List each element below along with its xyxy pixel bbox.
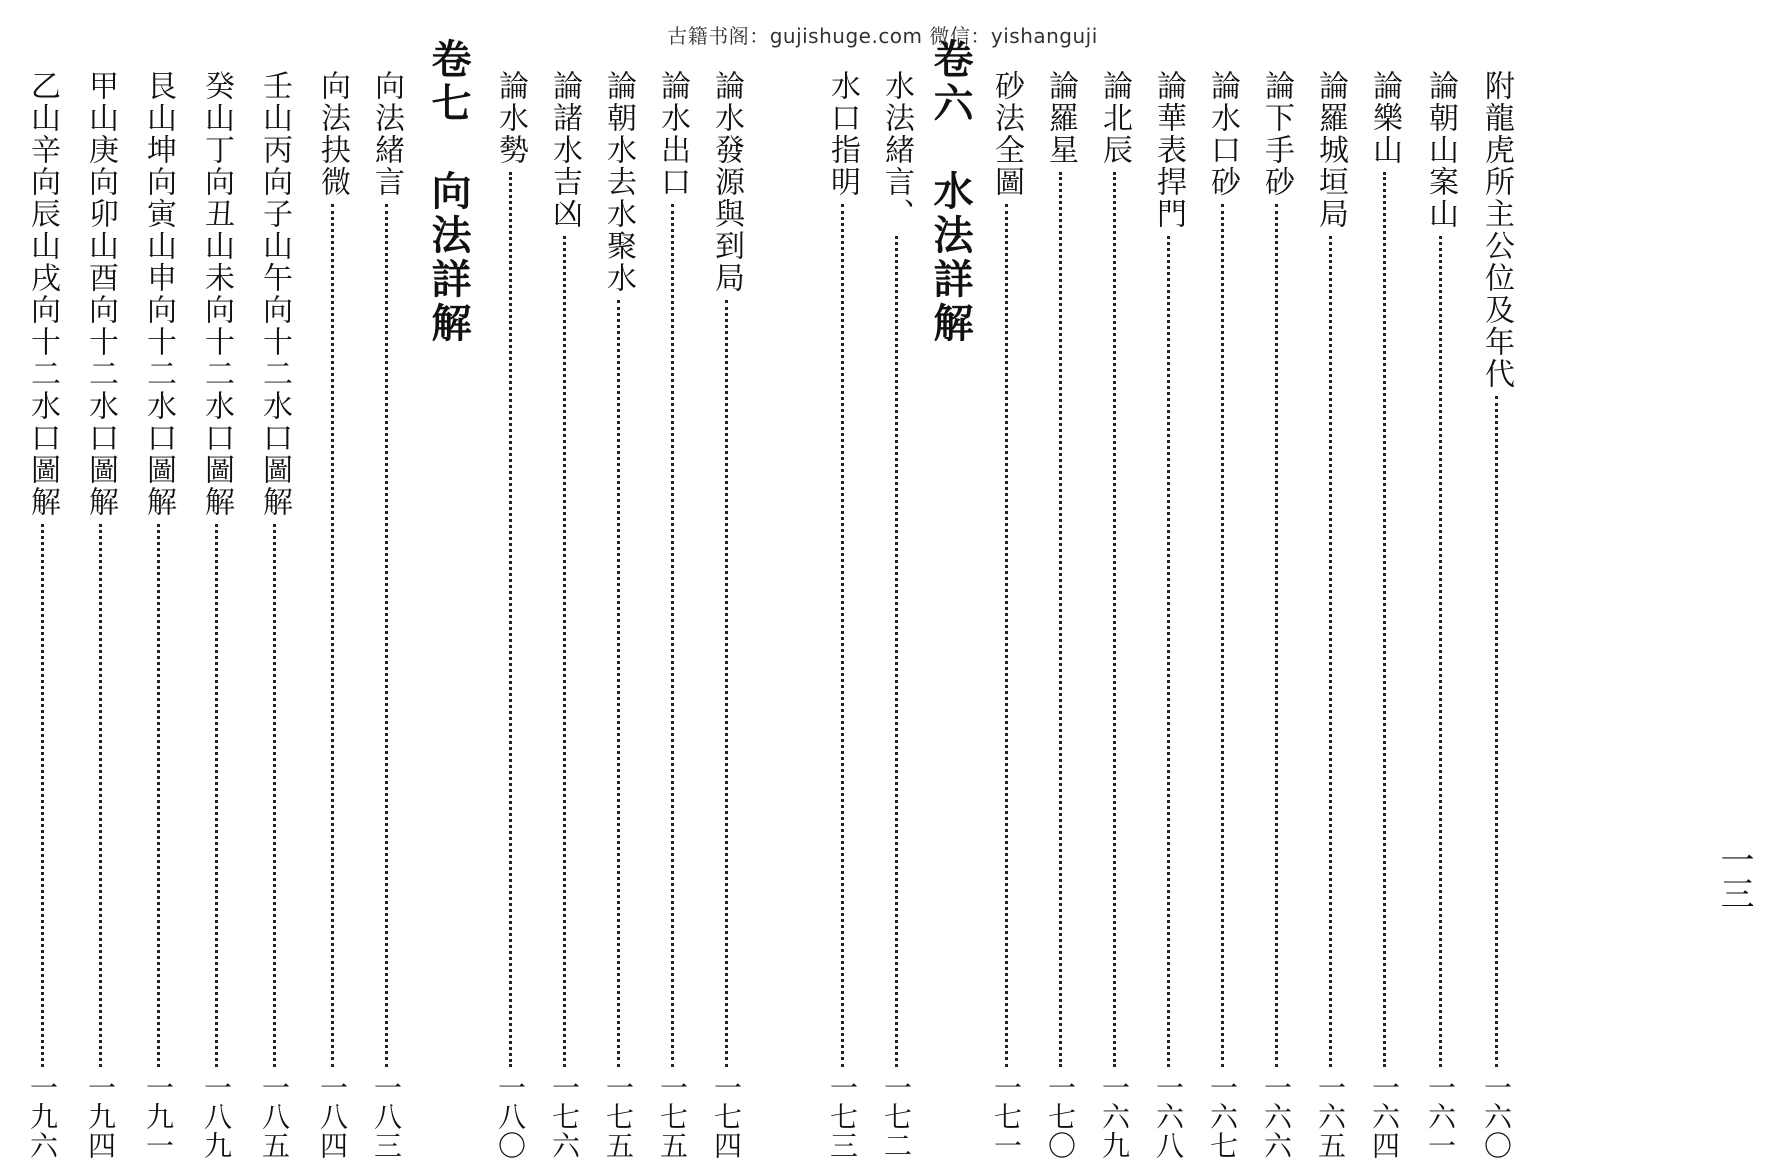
toc-entry-title: 論朝山案山 <box>1423 70 1458 230</box>
dot-leader <box>841 204 844 1067</box>
volume-name: 水法詳解 <box>927 170 974 346</box>
toc-entry-title: 乙山辛向辰山戌向十二水口圖解 <box>25 70 60 518</box>
toc-entry-page: 一七二 <box>880 1073 913 1160</box>
folio-number: 一三 <box>1714 842 1754 910</box>
dot-leader <box>1329 236 1332 1067</box>
toc-entry-title: 甲山庚向卯山酉向十二水口圖解 <box>83 70 118 518</box>
toc-entry <box>138 70 178 1160</box>
watermark: 古籍书阁：gujishuge.com 微信：yishanguji <box>667 24 1098 48</box>
toc-entry <box>876 70 916 1160</box>
toc-entry-title: 論朝水去水聚水 <box>601 70 636 294</box>
dot-leader <box>385 204 388 1067</box>
dot-leader <box>1059 172 1062 1067</box>
toc-entry <box>1476 70 1516 1160</box>
dot-leader <box>99 524 102 1067</box>
toc-entry <box>1148 70 1188 1160</box>
dot-leader <box>725 300 728 1067</box>
toc-entry-title: 附龍虎所主公位及年代 <box>1479 70 1514 390</box>
toc-entry-page: 一七〇 <box>1044 1073 1077 1160</box>
dot-leader <box>41 524 44 1067</box>
toc-entry <box>1202 70 1242 1160</box>
dot-leader <box>671 204 674 1067</box>
toc-entry <box>366 70 406 1160</box>
toc-entry-page: 一六七 <box>1206 1073 1239 1160</box>
toc-entry <box>986 70 1026 1160</box>
toc-entry-page: 一六六 <box>1260 1073 1293 1160</box>
toc-entry <box>1094 70 1134 1160</box>
toc-entry <box>822 70 862 1160</box>
toc-entry-page: 一七四 <box>710 1073 743 1160</box>
dot-leader <box>215 524 218 1067</box>
toc-entry-title: 向法抉微 <box>315 70 350 198</box>
toc-entry <box>1040 70 1080 1160</box>
toc-entry-page: 一八三 <box>370 1073 403 1160</box>
toc-entry-page: 一六九 <box>1098 1073 1131 1160</box>
volume-number: 卷七 <box>425 38 472 126</box>
toc-entry-page: 一九六 <box>26 1073 59 1160</box>
toc-entry-title: 論水出口 <box>655 70 690 198</box>
dot-leader <box>273 524 276 1067</box>
toc-entry <box>1420 70 1460 1160</box>
toc-entry <box>706 70 746 1160</box>
toc-entry-page: 一八五 <box>258 1073 291 1160</box>
dot-leader <box>1275 204 1278 1067</box>
toc-entry-title: 論華表捍門 <box>1151 70 1186 230</box>
dot-leader <box>1113 172 1116 1067</box>
toc-entry-title: 壬山丙向子山午向十二水口圖解 <box>257 70 292 518</box>
toc-entry-page: 一六五 <box>1314 1073 1347 1160</box>
toc-entry <box>490 70 530 1160</box>
toc-entry-title: 艮山坤向寅山申向十二水口圖解 <box>141 70 176 518</box>
dot-leader <box>331 204 334 1067</box>
volume-heading <box>420 38 476 346</box>
toc-entry <box>196 70 236 1160</box>
dot-leader <box>617 300 620 1067</box>
toc-entry-page: 一七一 <box>990 1073 1023 1160</box>
toc-entry-title: 論羅星 <box>1043 70 1078 166</box>
dot-leader <box>1383 172 1386 1067</box>
dot-leader <box>1221 204 1224 1067</box>
toc-entry <box>22 70 62 1160</box>
toc-entry-title: 向法緒言 <box>369 70 404 198</box>
toc-entry-title: 水口指明 <box>825 70 860 198</box>
toc-entry-page: 一七五 <box>656 1073 689 1160</box>
toc-entry-page: 一八九 <box>200 1073 233 1160</box>
toc-entry-title: 論水發源與到局 <box>709 70 744 294</box>
toc-entry <box>1256 70 1296 1160</box>
dot-leader <box>1439 236 1442 1067</box>
toc-entry-title: 水法緒言、 <box>879 70 914 230</box>
toc-entry-title: 論諸水吉凶 <box>547 70 582 230</box>
dot-leader <box>1005 204 1008 1067</box>
toc-entry-page: 一七六 <box>548 1073 581 1160</box>
toc-entry-page: 一六〇 <box>1480 1073 1513 1160</box>
volume-name: 向法詳解 <box>425 170 472 346</box>
toc-entry <box>80 70 120 1160</box>
toc-entry-page: 一九一 <box>142 1073 175 1160</box>
dot-leader <box>1167 236 1170 1067</box>
toc-entry <box>1310 70 1350 1160</box>
toc-entry-page: 一七五 <box>602 1073 635 1160</box>
toc-entry-title: 論羅城垣局 <box>1313 70 1348 230</box>
toc-entry <box>1364 70 1404 1160</box>
dot-leader <box>1495 396 1498 1067</box>
toc-entry-title: 論水勢 <box>493 70 528 166</box>
toc-entry <box>652 70 692 1160</box>
toc-entry-page: 一八四 <box>316 1073 349 1160</box>
toc-entry-page: 一六四 <box>1368 1073 1401 1160</box>
dot-leader <box>895 236 898 1067</box>
dot-leader <box>509 172 512 1067</box>
dot-leader <box>563 236 566 1067</box>
dot-leader <box>157 524 160 1067</box>
toc-entry-title: 論下手砂 <box>1259 70 1294 198</box>
toc-entry-page: 一六一 <box>1424 1073 1457 1160</box>
toc-entry-title: 砂法全圖 <box>989 70 1024 198</box>
toc-entry-page: 一六八 <box>1152 1073 1185 1160</box>
toc-entry <box>544 70 584 1160</box>
toc-entry-page: 一九四 <box>84 1073 117 1160</box>
toc-entry-page: 一八〇 <box>494 1073 527 1160</box>
toc-entry <box>312 70 352 1160</box>
toc-entry-title: 論北辰 <box>1097 70 1132 166</box>
toc-entry <box>254 70 294 1160</box>
toc-entry <box>598 70 638 1160</box>
volume-heading <box>922 38 978 346</box>
toc-entry-title: 論樂山 <box>1367 70 1402 166</box>
toc-entry-page: 一七三 <box>826 1073 859 1160</box>
toc-entry-title: 論水口砂 <box>1205 70 1240 198</box>
volume-number: 卷六 <box>927 38 974 126</box>
toc-entry-title: 癸山丁向丑山未向十二水口圖解 <box>199 70 234 518</box>
